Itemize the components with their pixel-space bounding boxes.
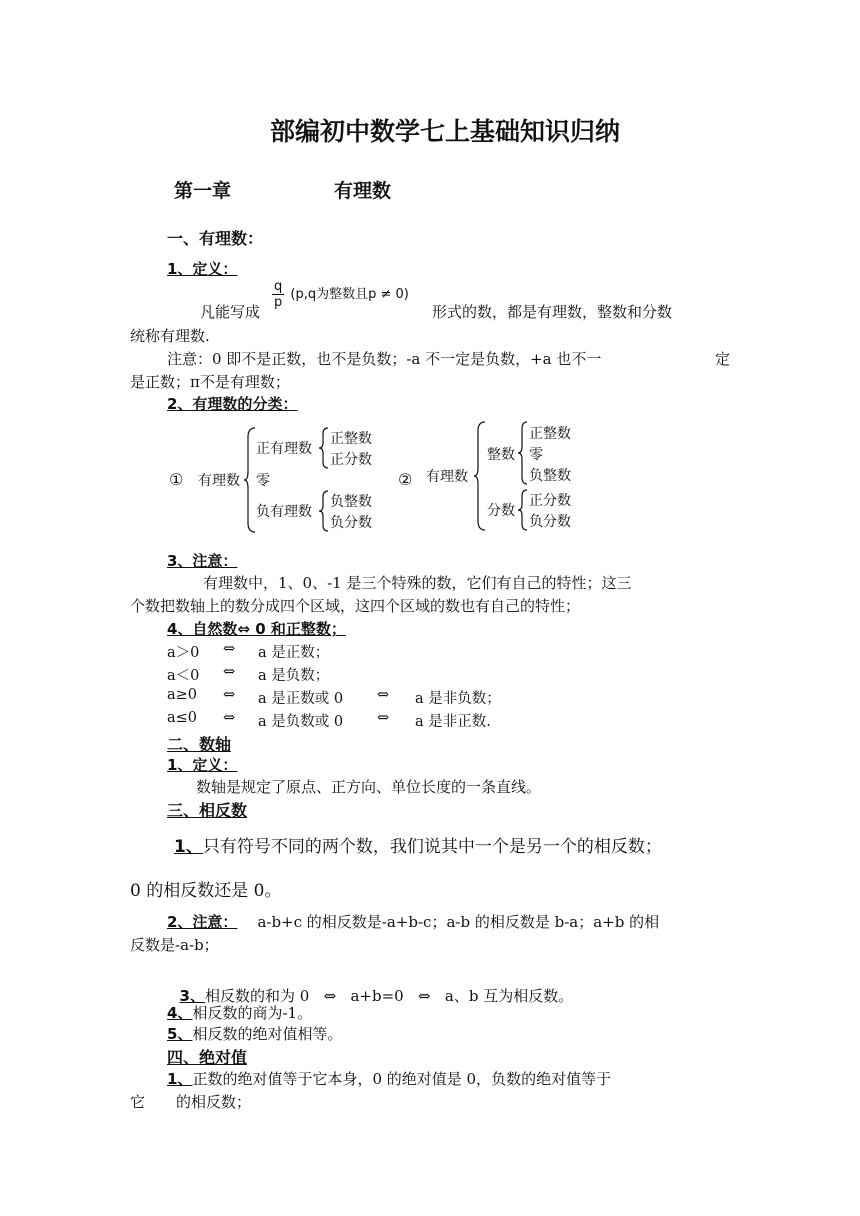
note-line2: 是正数；π不是有理数；: [130, 373, 290, 391]
tree2-number: ②: [398, 470, 413, 489]
opposite-p5-text: 相反数的绝对值相等。: [192, 1025, 343, 1043]
absolute-p1: [167, 1068, 611, 1089]
note3-line2: 个数把数轴上的数分成四个区域，这四个区域的数也有自己的特性；: [130, 597, 581, 615]
rel2-arrow: ⇔: [223, 664, 236, 680]
number-line-def: 数轴是规定了原点、正方向、单位长度的一条直线。: [196, 778, 542, 796]
tree1-negative-fraction: 负分数: [330, 515, 372, 531]
opposite-p3: [170, 967, 573, 1006]
definition-heading: 1、定义：: [167, 260, 238, 278]
rel3-result: a 是非负数；: [415, 691, 501, 707]
tree1-brace-positive: [319, 427, 329, 469]
formula-condition: (p,q为整数且p ≠ 0): [290, 287, 409, 302]
opposite-p1-line2: 0 的相反数还是 0。: [130, 881, 282, 901]
tree1-brace-negative: [319, 490, 329, 532]
section-heading-opposite: 三、相反数: [167, 801, 248, 820]
rel1-meaning: a 是正数；: [258, 645, 330, 661]
tree2-brace-fraction: [518, 489, 528, 531]
tree1-positive-integer: 正整数: [330, 431, 372, 447]
tree2-brace-integer: [518, 421, 528, 485]
section-heading-absolute: 四、绝对值: [167, 1048, 248, 1067]
tree1-number: ①: [169, 470, 184, 489]
rel3-arrow1: ⇔: [223, 687, 236, 703]
opposite-p2-num: 2、注意：: [167, 913, 238, 931]
rel1-arrow: ⇔: [223, 641, 236, 657]
tree2-fraction: 分数: [487, 503, 515, 519]
formula: [272, 280, 409, 309]
tree2-zero: 零: [529, 447, 543, 463]
opposite-p1: [174, 832, 662, 857]
note3-heading: 3、注意：: [167, 552, 238, 570]
tree2-brace-main: [474, 421, 486, 531]
rel3-meaning: a 是正数或 0: [258, 691, 344, 707]
tree1-negative-integer: 负整数: [330, 494, 372, 510]
tree2-positive-integer: 正整数: [529, 426, 571, 442]
rel4-arrow2: ⇔: [377, 710, 390, 726]
formula-denominator: p: [274, 295, 283, 310]
opposite-p1-text: 只有符号不同的两个数，我们说其中一个是另一个的相反数；: [202, 837, 662, 857]
section-heading-rational: 一、有理数：: [167, 229, 264, 248]
classification-heading: 2、有理数的分类：: [167, 395, 298, 413]
definition-prefix: 凡能写成: [200, 303, 261, 321]
tree1-negative: 负有理数: [256, 504, 312, 520]
absolute-p1-line2a: 它: [130, 1093, 146, 1111]
note3-line1: 有理数中，1、0、-1 是三个特殊的数，它们有自己的特性；这三: [203, 574, 632, 592]
tree1-positive: 正有理数: [256, 441, 312, 457]
tree1-positive-fraction: 正分数: [330, 452, 372, 468]
definition-line2: 统称有理数.: [130, 327, 210, 345]
rel3-arrow2: ⇔: [377, 687, 390, 703]
rel4-meaning: a 是负数或 0: [258, 714, 344, 730]
definition-suffix: 形式的数，都是有理数，整数和分数: [432, 303, 673, 321]
opposite-p2-line2: 反数是-a-b；: [130, 936, 219, 954]
chapter-number: 第一章: [174, 180, 232, 202]
absolute-p1-num: 1、: [167, 1070, 193, 1088]
tree1-zero: 零: [256, 473, 270, 489]
tree1-root: 有理数: [198, 473, 240, 489]
absolute-p1-line2b: 的相反数；: [176, 1093, 252, 1111]
rel2-meaning: a 是负数；: [258, 668, 330, 684]
rel4-result: a 是非正数.: [415, 714, 491, 730]
opposite-p2: [167, 911, 659, 932]
tree2-root: 有理数: [426, 469, 468, 485]
chapter-name: 有理数: [334, 180, 392, 202]
rel4-arrow1: ⇔: [223, 710, 236, 726]
opposite-p1-num: 1、: [174, 837, 203, 857]
absolute-p1-text: 正数的绝对值等于它本身，0 的绝对值是 0，负数的绝对值等于: [192, 1070, 612, 1088]
opposite-p5: [167, 1023, 342, 1044]
number-line-def-heading: 1、定义：: [167, 756, 238, 774]
note-line1-end: 定: [715, 350, 731, 368]
note4-heading: 4、自然数⇔ 0 和正整数；: [167, 620, 346, 638]
opposite-p4-text: 相反数的商为-1。: [192, 1004, 313, 1022]
tree2-integer: 整数: [487, 447, 515, 463]
opposite-p3-num: 3、: [179, 987, 205, 1005]
tree2-negative-fraction: 负分数: [529, 514, 571, 530]
opposite-p3-text: 相反数的和为 0 ⇔ a+b=0 ⇔ a、b 互为相反数。: [204, 987, 574, 1005]
note-line1: 注意：0 即不是正数，也不是负数；-a 不一定是负数，+a 也不一: [167, 350, 602, 368]
tree2-positive-fraction: 正分数: [529, 493, 571, 509]
section-heading-number-line: 二、数轴: [167, 735, 232, 754]
opposite-p4: [167, 1002, 312, 1023]
formula-numerator: q: [274, 279, 283, 294]
tree2-negative-integer: 负整数: [529, 468, 571, 484]
opposite-p5-num: 5、: [167, 1025, 193, 1043]
opposite-p4-num: 4、: [167, 1004, 193, 1022]
tree1-brace-main: [244, 427, 256, 533]
rel3-cond: a≥0: [167, 687, 198, 703]
page-title: 部编初中数学七上基础知识归纳: [270, 117, 621, 146]
rel1-cond: a＞0: [167, 645, 200, 661]
rel4-cond: a≤0: [167, 710, 198, 726]
rel2-cond: a＜0: [167, 668, 200, 684]
opposite-p2-text: a-b+c 的相反数是-a+b-c；a-b 的相反数是 b-a；a+b 的相: [257, 913, 660, 931]
